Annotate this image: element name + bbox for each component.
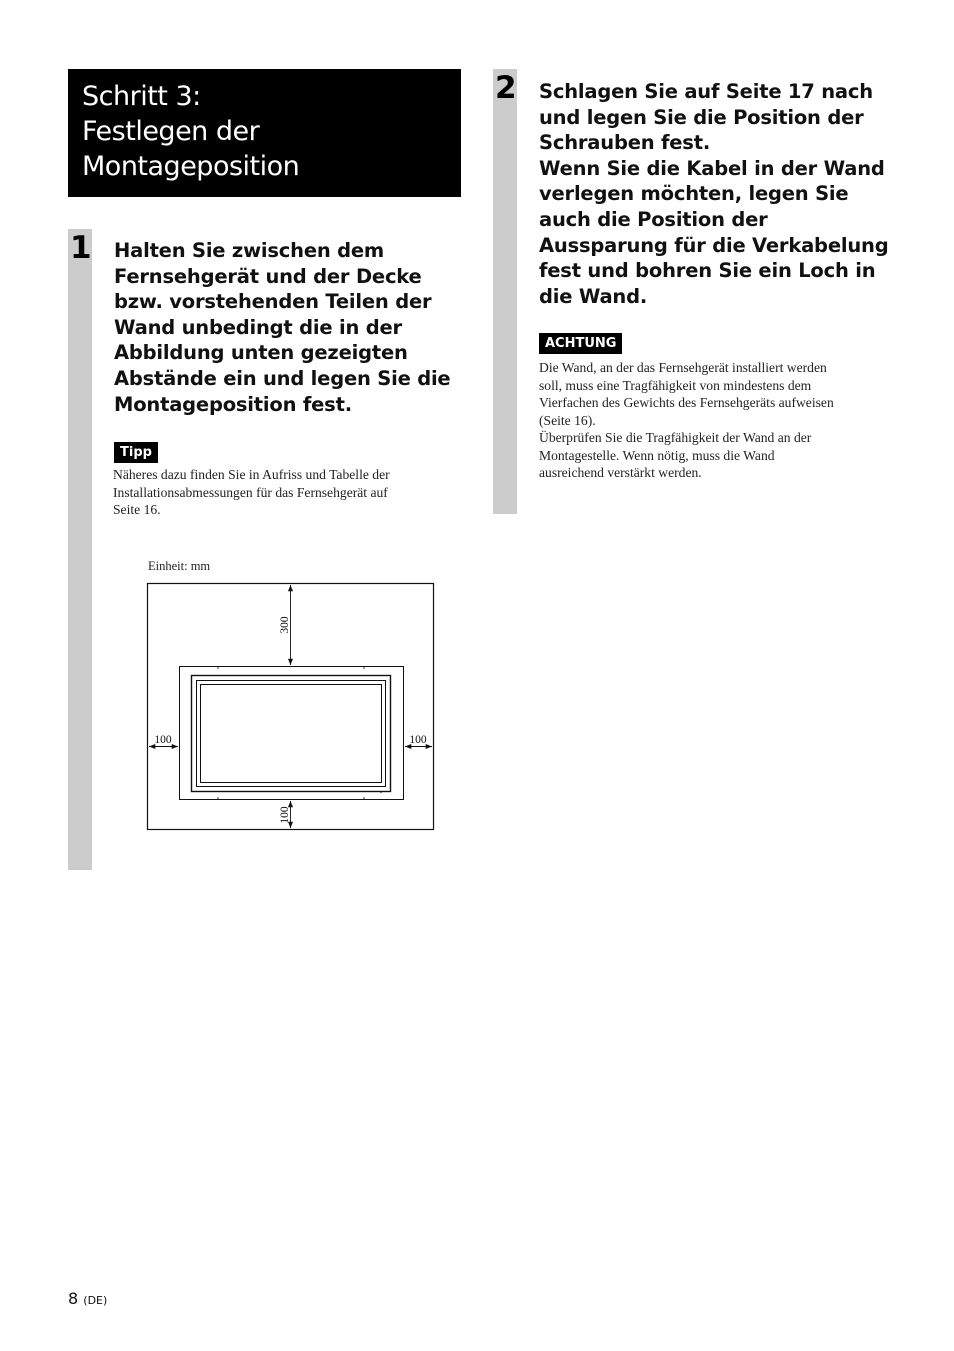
tip-line: Installationsabmessungen für das Fernsehgerät auf [113,484,388,500]
tip-line: Seite 16. [113,502,161,517]
caution-line: Überprüfen Sie die Tragfähigkeit der Wand an der [539,430,812,445]
heading-line: Schrauben fest. [539,131,711,155]
caution-line: Montagestelle. Wenn nötig, muss die Wand [539,447,775,463]
heading-line: Halten Sie zwischen dem [114,239,385,262]
tv-outline [180,666,404,800]
step-1-bar [68,229,92,870]
tip-label: Tipp [114,442,158,463]
heading-line: Fernsehgerät und der Decke [114,264,422,288]
page-language: (DE) [83,1294,108,1307]
caution-line: (Seite 16). [539,412,596,428]
heading-line: und legen Sie die Position der [539,105,864,129]
caution-text [539,359,834,482]
unit-label: Einheit: mm [148,559,211,573]
heading-line: Schlagen Sie auf Seite 17 nach [539,80,873,103]
step-1-number: 1 [70,230,92,266]
step-2-heading [539,79,888,309]
caution-line: Vierfachen des Gewichts des Fernsehgeräts aufweisen [539,395,834,410]
step-2-bar [493,69,517,514]
heading-line: Aussparung für die Verkabelung [539,233,889,257]
heading-line: verlegen möchten, legen Sie [539,182,849,206]
caution-line: Die Wand, an der das Fernsehgerät installiert werden [539,360,827,375]
title-line: Schritt 3: [82,81,201,112]
step-1-heading [114,238,450,417]
page-number [68,1289,107,1308]
caution-label: ACHTUNG [539,333,622,354]
top-clearance-label: 300 [279,616,291,634]
caution-badge [539,332,622,354]
caution-line: soll, muss eine Tragfähigkeit von mindestens dem [539,377,812,393]
tip-text [113,466,390,519]
heading-line: auch die Position der [539,207,768,231]
mounting-clearance-diagram [140,576,442,838]
heading-line: Wenn Sie die Kabel in der Wand [539,156,885,180]
title-line: Festlegen der [82,116,260,147]
bottom-clearance-label: 100 [279,806,291,824]
tip-badge [114,441,158,463]
heading-line: fest und bohren Sie ein Loch in [539,259,876,283]
page-number-value: 8 [68,1289,79,1308]
title-line: Montageposition [82,151,300,182]
heading-line: Montageposition fest. [114,392,352,416]
step-2-number: 2 [495,70,517,106]
heading-line: bzw. vorstehenden Teilen der [114,290,432,314]
section-title [68,69,461,197]
heading-line: Abbildung unten gezeigten [114,341,408,365]
heading-line: die Wand. [539,284,648,308]
tip-line: Näheres dazu finden Sie in Aufriss und Tabelle der [113,467,390,482]
heading-line: Wand unbedingt die in der [114,315,402,339]
right-clearance-label: 100 [409,734,427,746]
left-clearance-label: 100 [154,734,172,746]
heading-line: Abstände ein und legen Sie die [114,366,451,390]
caution-line: ausreichend verstärkt werden. [539,465,702,480]
